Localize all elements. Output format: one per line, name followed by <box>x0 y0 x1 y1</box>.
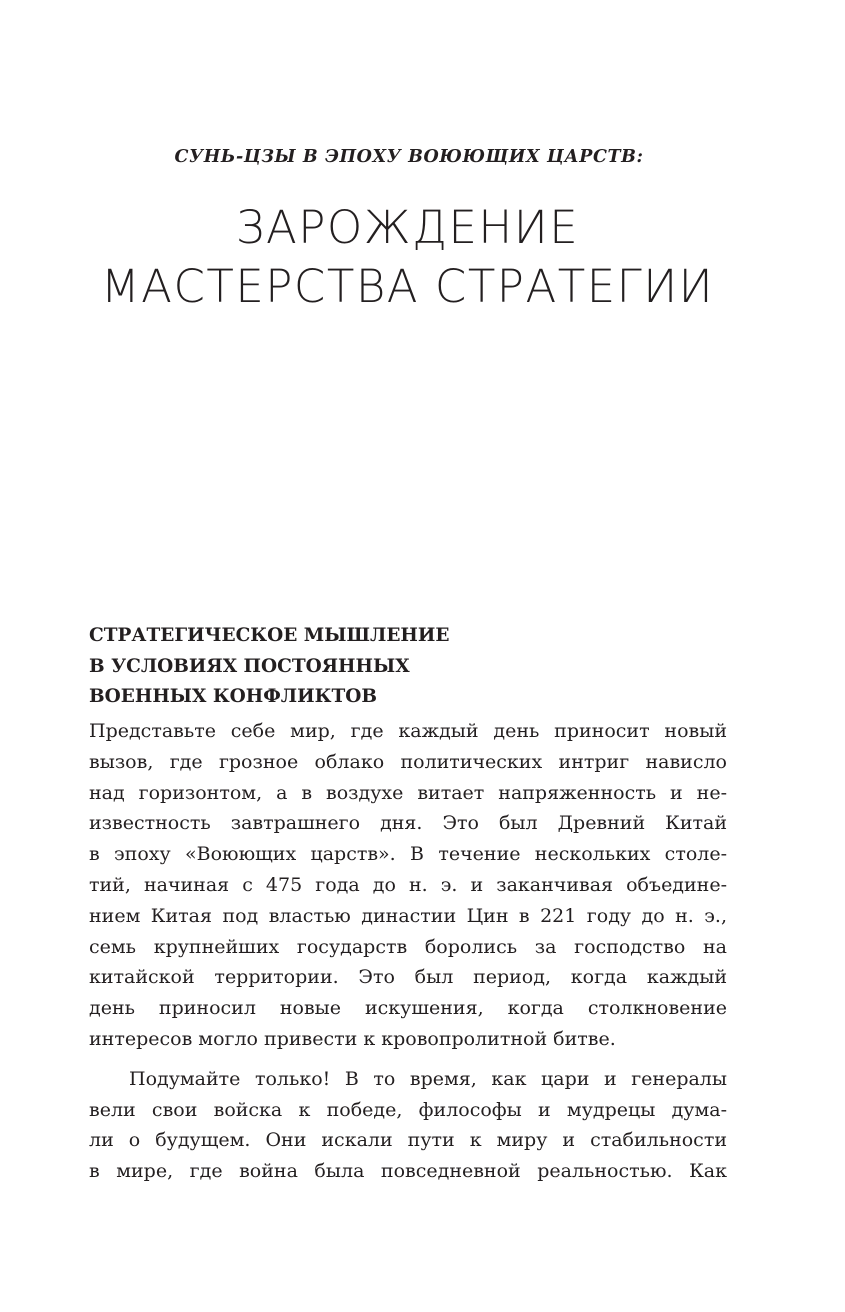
section-heading <box>89 621 449 713</box>
section-heading-line: В УСЛОВИЯХ ПОСТОЯННЫХ <box>89 655 410 677</box>
paragraph <box>89 716 727 1055</box>
text-line: Подумайте только! В то время, как цари и генералы <box>129 1067 727 1090</box>
text-line: в мире, где война была повседневной реальностью. Как <box>89 1160 727 1183</box>
chapter-title-line: МАСТЕРСТВА СТРАТЕГИИ <box>100 260 715 313</box>
section-heading-line: СТРАТЕГИЧЕСКОЕ МЫШЛЕНИЕ <box>89 625 450 646</box>
text-line: над горизонтом, а в воздухе витает напряженность и не- <box>89 781 727 804</box>
text-line: Представьте себе мир, где каждый день приносит новый <box>89 720 727 742</box>
section-heading-line: ВОЕННЫХ КОНФЛИКТОВ <box>89 686 377 707</box>
text-line: известность завтрашнего дня. Это был Древний Китай <box>89 812 727 835</box>
text-line: в эпоху «Воюющих царств». В течение нескольких столе- <box>89 843 727 866</box>
text-line: вызов, где грозное облако политических интриг нависло <box>89 750 727 773</box>
body-text <box>89 716 727 1187</box>
text-line: тий, начиная с 475 года до н. э. и заканчивая объедине- <box>89 873 727 896</box>
text-line: семь крупнейших государств боролись за господство на <box>89 935 727 958</box>
text-line: день приносил новые искушения, когда столкновение <box>89 997 727 1020</box>
paragraph-gap <box>89 1055 727 1064</box>
text-line: вели свои войска к победе, философы и мудрецы дума- <box>89 1098 727 1121</box>
chapter-title <box>0 198 815 316</box>
text-line: нием Китая под властью династии Цин в 221 году до н. э., <box>89 904 727 927</box>
text-line: ли о будущем. Они искали пути к миру и стабильности <box>89 1129 727 1152</box>
chapter-kicker: СУНЬ-ЦЗЫ В ЭПОХУ ВОЮЮЩИХ ЦАРСТВ: <box>174 147 644 167</box>
chapter-title-line: ЗАРОЖДЕНИЕ <box>235 201 580 254</box>
text-line: интересов могло привести к кровопролитной битве. <box>89 1027 616 1050</box>
paragraph <box>89 1064 727 1187</box>
text-line: китайской территории. Это был период, когда каждый <box>89 966 727 989</box>
